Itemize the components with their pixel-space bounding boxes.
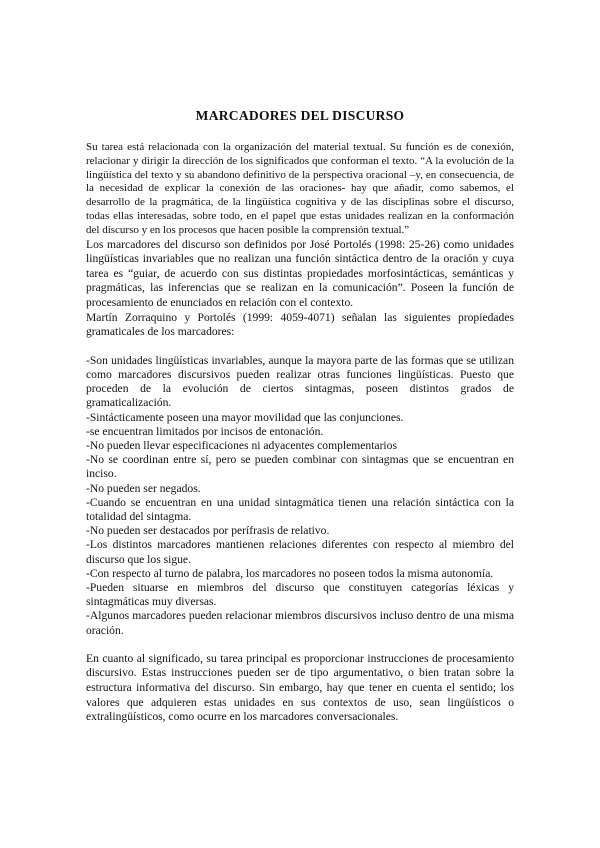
list-item: -Con respecto al turno de palabra, los marcadores no poseen todos la misma autonomía. xyxy=(86,566,494,580)
document-title: MARCADORES DEL DISCURSO xyxy=(195,108,405,123)
paragraph-portoles-definition: Los marcadores del discurso son definidos por José Portolés (1998: 25-26) como unidades lingüísticas invariables que no realizan una función sintáctica dentro de la oración y cuya tarea es “guiar, de acuerdo con sus distintas propiedades morfosintácticas, semánticas y pragmáticas, las inferencias que se realizan en la comunicación”. Poseen la función de procesamiento de enunciados en relación con el contexto. xyxy=(86,237,514,309)
document-page xyxy=(86,108,514,725)
paragraph-meaning: En cuanto al significado, su tarea principal es proporcionar instrucciones de procesamiento discursivo. Estas instrucciones pueden ser de tipo argumentativo, o bien tratan sobre la estructura informativa del discurso. Sin embargo, hay que tener en cuenta el sentido; los valores que adquieren estas unidades en sus contextos de uso, sean lingüísticos o extralingüísticos, como ocurre en los marcadores conversacionales. xyxy=(86,651,514,724)
paragraph-intro: Su tarea está relacionada con la organización del material textual. Su función es de conexión, relacionar y dirigir la dirección de los significados que conforman el texto. “A la evolución de la lingüística del texto y su abandono definitivo de la perspectiva oracional –y, en consecuencia, de la necesidad de explicar la conexión de las oraciones- hay que añadir, como sabemos, el desarrollo de la pragmática, de la lingüística cognitiva y de las disciplinas sobre el discurso, todas ellas interesadas, sobre todo, en el papel que estas unidades realizan en la conformación del discurso y en los procesos que hacen posible la comprensión textual.” xyxy=(86,141,514,236)
spacer xyxy=(86,638,514,652)
list-item: -Son unidades lingüísticas invariables, aunque la mayora parte de las formas que se utilizan como marcadores discursivos pueden realizar otras funciones lingüísticas. Puesto que proceden de la evolución de ciertos sintagmas, poseen distintos grados de gramaticalización. xyxy=(86,353,514,410)
list-item: -Cuando se encuentran en una unidad sintagmática tienen una relación sintáctica con la totalidad del sintagma. xyxy=(86,495,514,523)
list-item: -se encuentran limitados por incisos de entonación. xyxy=(86,424,324,438)
list-item: -No pueden ser negados. xyxy=(86,481,201,495)
list-item: -Los distintos marcadores mantienen relaciones diferentes con respecto al miembro del discurso que los sigue. xyxy=(86,538,514,566)
list-item: -No pueden ser destacados por perífrasis de relativo. xyxy=(86,524,330,538)
list-item: -No se coordinan entre sí, pero se pueden combinar con sintagmas que se encuentran en inciso. xyxy=(86,453,514,481)
list-item: -Algunos marcadores pueden relacionar miembros discursivos incluso dentro de una misma oración. xyxy=(86,609,514,637)
list-item: -Pueden situarse en miembros del discurso que constituyen categorías léxicas y sintagmáticas muy diversas. xyxy=(86,580,514,609)
spacer xyxy=(86,340,514,354)
properties-list xyxy=(86,354,514,638)
list-item: -No pueden llevar especificaciones ni adyacentes complementarios xyxy=(86,438,397,452)
paragraph-zorraquino-properties: Martín Zorraquino y Portolés (1999: 4059-4071) señalan las siguientes propiedades gramaticales de los marcadores: xyxy=(86,310,514,339)
list-item: -Sintácticamente poseen una mayor movilidad que las conjunciones. xyxy=(86,410,404,424)
